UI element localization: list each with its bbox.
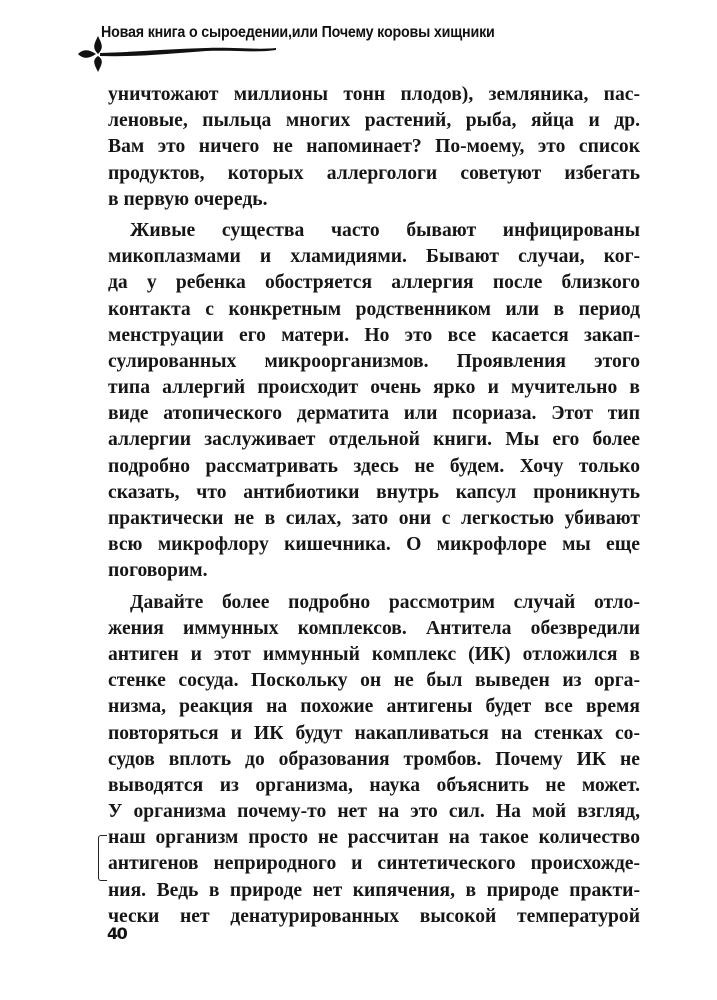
text-line: Живые существа часто бывают инфицированы [130, 219, 640, 241]
text-line: повторяться и ИК будут накапливаться на стенках со- [108, 722, 640, 744]
text-line: всю микрофлору кишечника. О микрофлоре мы еще [108, 534, 640, 556]
text-line: менструации его матери. Но это все касается закап- [108, 324, 640, 346]
body-text [108, 82, 640, 930]
text-line: аллергии заслуживает отдельной книги. Мы его более [108, 429, 640, 451]
text-line: поговорим. [108, 560, 208, 582]
paragraph-3 [108, 590, 640, 930]
text-line: жения иммунных комплексов. Антитела обезвредили [108, 617, 640, 639]
text-line: судов вплоть до образования тромбов. Почему ИК не [108, 748, 640, 770]
text-line: виде атопического дерматита или псориаза. Этот тип [108, 403, 640, 425]
page-number: 40 [107, 924, 127, 943]
running-title: Новая книга о сыроедении,или Почему коровы хищники [101, 24, 495, 41]
text-line: микоплазмами и хламидиями. Бывают случаи, ког- [108, 246, 640, 268]
text-line: антигенов неприродного и синтетического происхожде- [108, 853, 640, 875]
text-line: продуктов, которых аллергологи советуют избегать [108, 162, 640, 184]
running-header [76, 18, 676, 68]
text-line: контакта с конкретным родственником или в период [108, 298, 640, 320]
margin-bracket-annotation [98, 835, 107, 881]
text-line: Давайте более подробно рассмотрим случай отло- [130, 591, 640, 613]
text-line: подробно рассматривать здесь не будем. Хочу только [108, 455, 640, 477]
text-line: низма, реакция на похожие антигены будет все время [108, 696, 640, 718]
text-line: уничтожают миллионы тонн плодов), земляника, пас- [108, 84, 640, 105]
paragraph-2 [108, 218, 640, 585]
text-line: да у ребенка обостряется аллергия после близкого [108, 272, 640, 294]
text-line: ния. Ведь в природе нет кипячения, в природе практи- [108, 879, 640, 901]
text-line: антиген и этот иммунный комплекс (ИК) отложился в [108, 643, 640, 665]
text-line: практически не в силах, зато они с легкостью убивают [108, 508, 640, 529]
paragraph-1 [108, 82, 640, 213]
text-line: У организма почему-то нет на это сил. На мой взгляд, [108, 801, 640, 823]
text-line: в первую очередь. [108, 188, 268, 210]
text-line: чески нет денатурированных высокой температурой [108, 905, 640, 927]
text-line: Вам это ничего не напоминает? По-моему, это список [108, 136, 640, 158]
text-line: выводятся из организма, наука объяснить не может. [108, 774, 640, 796]
text-line: леновые, пыльца многих растений, рыба, яйца и др. [108, 110, 640, 132]
text-line: типа аллергий происходит очень ярко и мучительно в [108, 377, 640, 399]
text-line: сказать, что антибиотики внутрь капсул проникнуть [108, 481, 640, 503]
text-line: наш организм просто не рассчитан на такое количество [108, 827, 640, 849]
text-line: стенке сосуда. Поскольку он не был выведен из орга- [108, 670, 640, 692]
text-line: сулированных микроорганизмов. Проявления этого [108, 350, 640, 372]
